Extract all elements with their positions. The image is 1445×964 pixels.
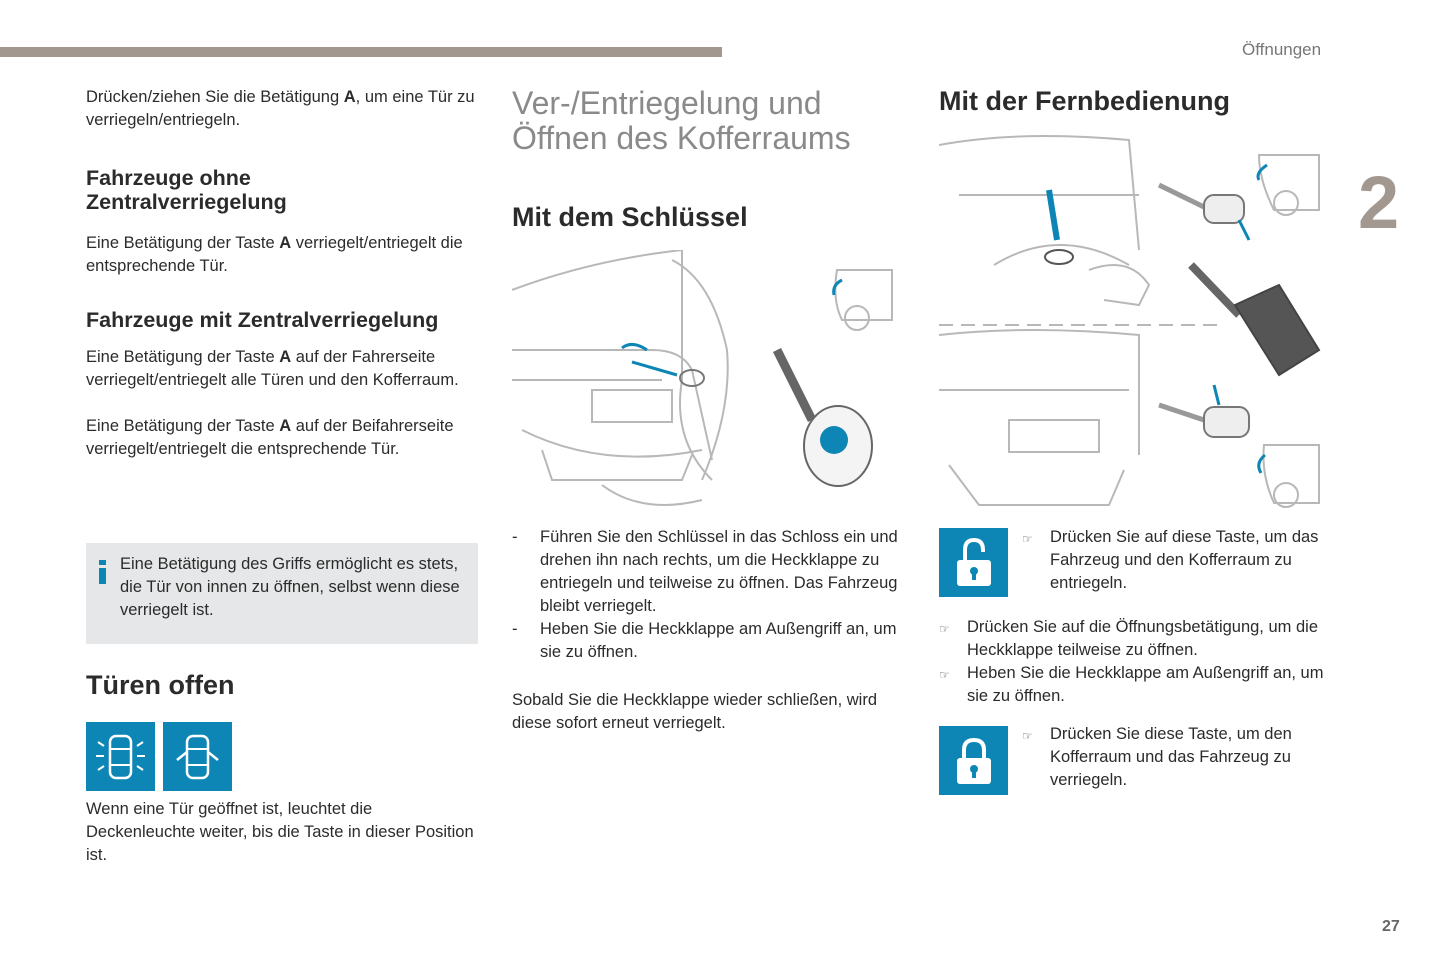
unlock-button-icon-box <box>939 528 1008 597</box>
rear-view-with-key-illustration <box>512 250 897 515</box>
relock-text: Sobald Sie die Heckklappe wieder schließen, wird diese sofort erneut verriegelt. <box>512 691 878 732</box>
lock-button-icon-box <box>939 726 1008 795</box>
page-number: 27 <box>1382 918 1400 935</box>
section-text-central-lock-passenger: Eine Betätigung der Taste A auf der Beifahrerseite verriegelt/entriegelt die entsprechende Tür. <box>86 417 454 458</box>
key-step-2: - Heben Sie die Heckklappe am Außengriff an, um sie zu öffnen. <box>512 620 897 661</box>
section-title-no-central-lock: Fahrzeuge ohne Zentralverriegelung <box>86 166 287 214</box>
unlock-icon <box>939 528 1008 597</box>
unlock-text: ☞ Drücken Sie auf diese Taste, um das Fahrzeug und den Kofferraum zu entriegeln. <box>1022 526 1332 595</box>
door-light-switch-icon-box <box>86 722 155 791</box>
lock-text: ☞ Drücken Sie diese Taste, um den Kofferraum und das Fahrzeug zu verriegeln. <box>1022 723 1332 792</box>
key-steps-list <box>512 526 902 664</box>
info-icon <box>98 560 107 584</box>
info-note-text: Eine Betätigung des Griffs ermöglicht es stets, die Tür von innen zu öffnen, selbst wenn diese verriegelt ist. <box>120 555 460 619</box>
section-text-no-central-lock: Eine Betätigung der Taste A verriegelt/entriegelt die entsprechende Tür. <box>86 234 463 275</box>
remote-step-2: ☞ Heben Sie die Heckklappe am Außengriff an, um sie zu öffnen. <box>939 662 1334 708</box>
remote-steps-list <box>939 616 1334 708</box>
chapter-number: 2 <box>1358 161 1400 244</box>
door-light-icon <box>86 722 155 791</box>
car-door-open-icon <box>163 722 232 791</box>
key-step-1: - Führen Sie den Schlüssel in das Schloss ein und drehen ihn nach rechts, um die Heckklappe zu entriegeln und teilweise zu öffnen. Das Fahrzeug bleibt verriegelt. <box>512 528 898 615</box>
hand-pointer-icon: ☞ <box>939 622 950 636</box>
key-subtitle: Mit dem Schlüssel <box>512 202 748 232</box>
door-open-icon-box <box>163 722 232 791</box>
header-bar <box>0 47 722 57</box>
hand-pointer-icon: ☞ <box>1022 729 1033 743</box>
doors-open-text: Wenn eine Tür geöffnet ist, leuchtet die Deckenleuchte weiter, bis die Taste in dieser Position ist. <box>86 800 474 864</box>
remote-step-1: ☞ Drücken Sie auf die Öffnungsbetätigung, um die Heckklappe teilweise zu öffnen. <box>939 616 1334 662</box>
hand-pointer-icon: ☞ <box>1022 532 1033 546</box>
trunk-section-title: Ver-/Entriegelung und Öffnen des Kofferraums <box>512 85 851 156</box>
intro-text: Drücken/ziehen Sie die Betätigung A, um eine Tür zu verriegeln/entriegeln. <box>86 88 475 129</box>
doors-open-title: Türen offen <box>86 670 235 700</box>
rear-view-with-remote-illustration <box>939 135 1324 520</box>
section-text-central-lock-driver: Eine Betätigung der Taste A auf der Fahrerseite verriegelt/entriegelt alle Türen und den Kofferraum. <box>86 348 459 389</box>
lock-icon <box>939 726 1008 795</box>
hand-pointer-icon: ☞ <box>939 668 950 682</box>
chapter-title: Öffnungen <box>1242 40 1322 59</box>
section-title-central-lock: Fahrzeuge mit Zentralverriegelung <box>86 308 439 332</box>
remote-subtitle: Mit der Fernbedienung <box>939 86 1231 116</box>
